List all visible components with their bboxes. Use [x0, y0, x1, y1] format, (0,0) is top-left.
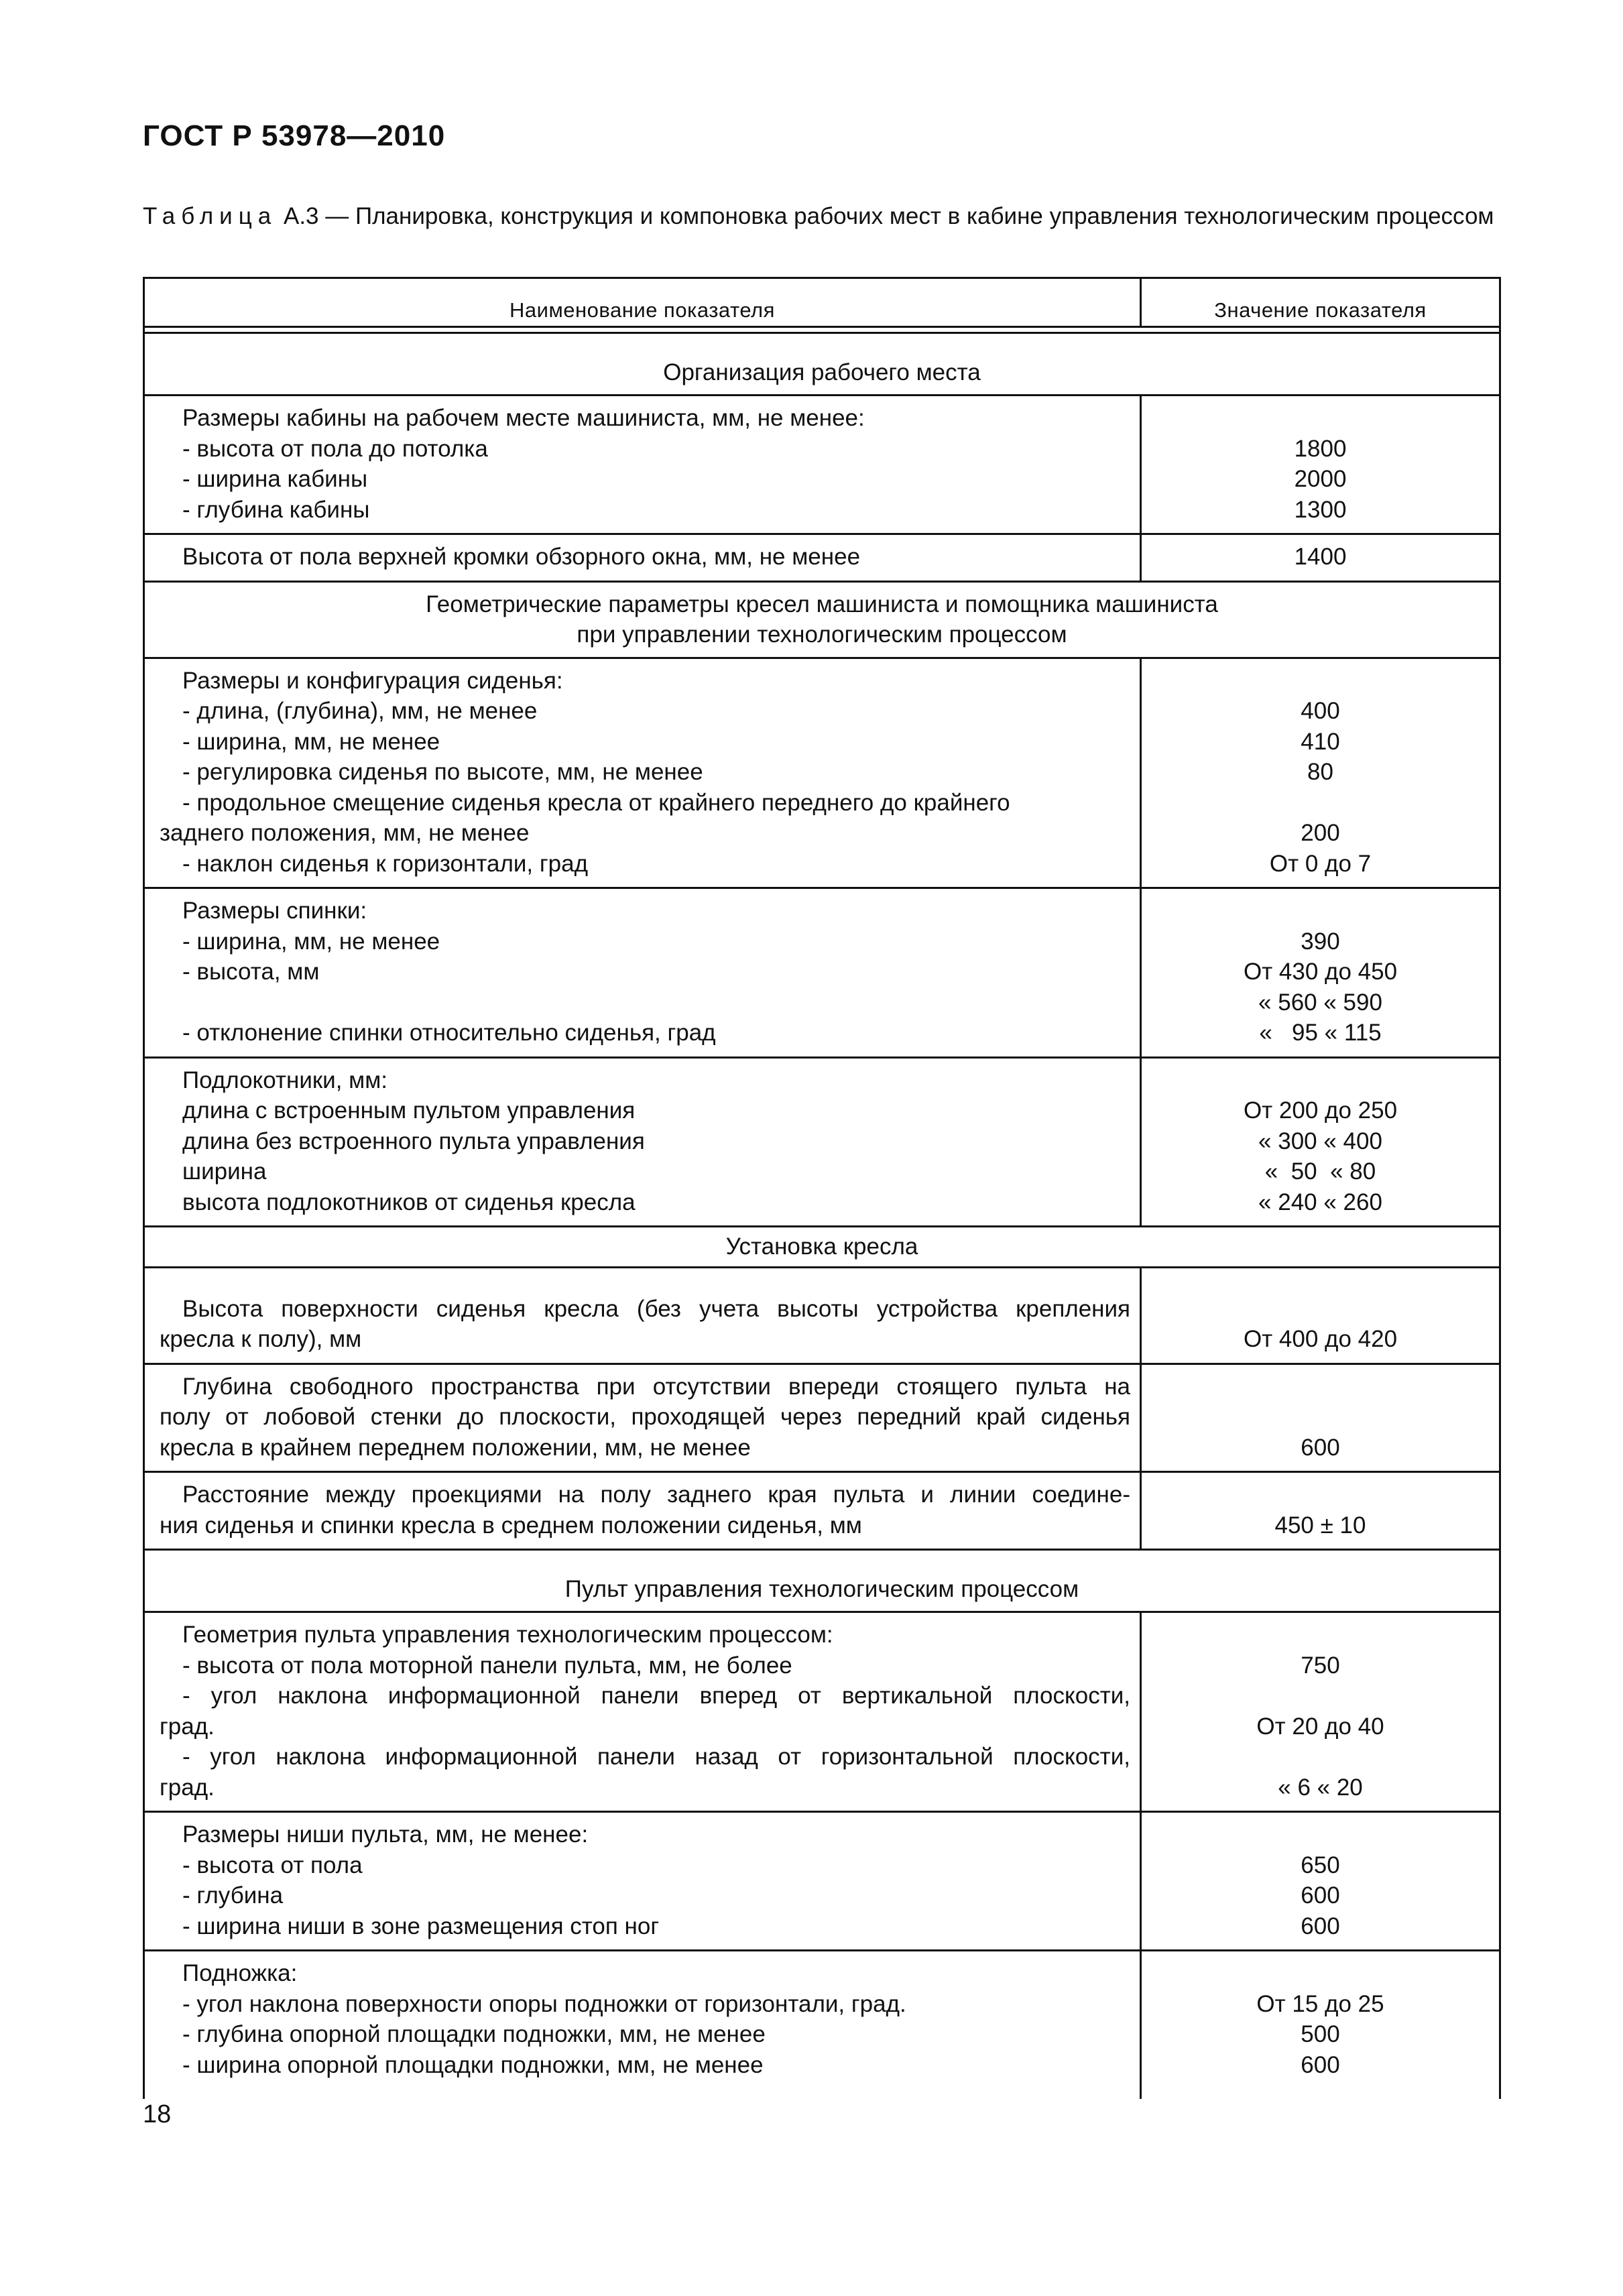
- row-value: [1147, 1742, 1494, 1772]
- row-value: 750: [1301, 1652, 1340, 1679]
- row-text: - наклон сиденья к горизонтали, град: [182, 850, 588, 877]
- row-text: - высота от пола до потолка: [182, 435, 488, 462]
- data-table: [143, 277, 1501, 2099]
- row-text: - высота от пола моторной панели пульта, мм, не более: [182, 1652, 792, 1679]
- row-value: От 400 до 420: [1243, 1326, 1398, 1352]
- row-text: Расстояние между проекциями на полу заднего края пульта и линии соедине-: [182, 1482, 1130, 1508]
- table-caption: [143, 201, 1498, 232]
- row-value-cell: [1141, 888, 1500, 1058]
- row-text: - глубина: [182, 1882, 284, 1909]
- row-value-cell: [1141, 534, 1500, 582]
- table-row: [144, 1057, 1500, 1227]
- row-text: - отклонение спинки относительно сиденья, град: [182, 1020, 716, 1046]
- row-text: Размеры спинки:: [182, 898, 367, 924]
- row-spacer: [160, 1275, 1130, 1294]
- table-row: [144, 1472, 1500, 1550]
- row-value: 410: [1301, 728, 1340, 755]
- row-text: - регулировка сиденья по высоте, мм, не менее: [182, 759, 703, 785]
- row-value: 450 ± 10: [1274, 1512, 1366, 1538]
- row-value: 500: [1301, 2021, 1340, 2047]
- row-text: высота подлокотников от сиденья кресла: [182, 1189, 636, 1215]
- section-title: Геометрические параметры кресел машиниста и помощника машиниста: [426, 591, 1218, 617]
- section-row: [144, 1550, 1500, 1612]
- row-value: [1147, 1681, 1494, 1711]
- row-text: - угол наклона информационной панели вперед от вертикальной плоскости,: [182, 1683, 1130, 1709]
- table-row: [144, 534, 1500, 582]
- row-value: 400: [1301, 698, 1340, 724]
- row-text: - продольное смещение сиденья кресла от крайнего переднего до крайнего: [182, 789, 1010, 816]
- row-value-cell: [1141, 1951, 1500, 2100]
- row-text: заднего положения, мм, не менее: [160, 820, 530, 846]
- row-value: « 300 « 400: [1258, 1128, 1382, 1154]
- row-value: 600: [1301, 1913, 1340, 1939]
- row-text: - глубина опорной площадки подножки, мм, не менее: [182, 2021, 766, 2047]
- row-value: « 6 « 20: [1278, 1774, 1363, 1801]
- row-text: кресла к полу), мм: [160, 1326, 362, 1352]
- row-text: Размеры и конфигурация сиденья:: [182, 667, 563, 694]
- row-name-cell: [144, 1057, 1141, 1227]
- row-text: Подлокотники, мм:: [182, 1067, 388, 1093]
- table-row: [144, 1951, 1500, 2100]
- row-text: длина без встроенного пульта управления: [182, 1128, 645, 1154]
- section-workplace: Организация рабочего места: [144, 333, 1500, 396]
- row-value: 200: [1301, 820, 1340, 846]
- row-value: От 200 до 250: [1243, 1097, 1398, 1124]
- row-name-cell: [144, 1812, 1141, 1951]
- row-value-cell: [1141, 1812, 1500, 1951]
- row-value-cell: [1141, 396, 1500, 534]
- row-name-cell: [144, 888, 1141, 1058]
- table-caption-text: — Планировка, конструкция и компоновка рабочих мест в кабине управления технологическим процессом: [318, 203, 1494, 229]
- row-value: 2000: [1294, 466, 1347, 492]
- row-text: [160, 987, 1130, 1018]
- row-name-cell: [144, 1472, 1141, 1550]
- row-value: 1400: [1294, 544, 1347, 570]
- table-header-row: [144, 278, 1500, 327]
- row-text: длина с встроенным пультом управления: [182, 1097, 636, 1124]
- row-text: Геометрия пульта управления технологическим процессом:: [182, 1622, 833, 1648]
- row-value: От 430 до 450: [1243, 959, 1398, 985]
- document-header: ГОСТ Р 53978—2010: [143, 119, 446, 152]
- row-name-cell: [144, 396, 1141, 534]
- row-name-cell: [144, 1267, 1141, 1364]
- row-value-cell: [1141, 1364, 1500, 1472]
- section-row: [144, 333, 1500, 396]
- row-text: - длина, (глубина), мм, не менее: [182, 698, 538, 724]
- row-value: 390: [1301, 928, 1340, 955]
- table-row: [144, 1267, 1500, 1364]
- section-seat-geometry: [144, 581, 1500, 658]
- row-value-cell: [1141, 1057, 1500, 1227]
- table-row: [144, 396, 1500, 534]
- row-value-cell: [1141, 1612, 1500, 1812]
- row-text: - ширина ниши в зоне размещения стоп ног: [182, 1913, 660, 1939]
- section-row: [144, 581, 1500, 658]
- table-row: [144, 1364, 1500, 1472]
- header-separator: [144, 327, 1500, 333]
- table-row: [144, 658, 1500, 888]
- row-text: град.: [160, 1713, 215, 1740]
- section-title: при управлении технологическим процессом: [577, 621, 1067, 648]
- row-value: [1147, 788, 1494, 819]
- section-control-panel: Пульт управления технологическим процессом: [144, 1550, 1500, 1612]
- row-text: - угол наклона поверхности опоры подножки от горизонтали, град.: [182, 1990, 906, 2017]
- row-text: кресла в крайнем переднем положении, мм, не менее: [160, 1434, 751, 1461]
- table-row: [144, 1612, 1500, 1812]
- row-text: Высота поверхности сиденья кресла (без учета высоты устройства крепления: [182, 1295, 1130, 1322]
- row-value: [1147, 1620, 1494, 1650]
- row-text: - ширина кабины: [182, 466, 368, 492]
- row-value-cell: [1141, 1472, 1500, 1550]
- row-value-cell: [1141, 1267, 1500, 1364]
- row-value: 1300: [1294, 496, 1347, 523]
- row-text: - ширина, мм, не менее: [182, 728, 440, 755]
- row-text: - ширина опорной площадки подножки, мм, не менее: [182, 2051, 764, 2078]
- table-row: [144, 888, 1500, 1058]
- row-value: От 15 до 25: [1256, 1990, 1384, 2017]
- column-header-value: Значение показателя: [1141, 278, 1500, 327]
- row-text: полу от лобовой стенки до плоскости, проходящей через передний край сиденья: [160, 1404, 1130, 1430]
- row-text: град.: [160, 1774, 215, 1801]
- row-value: « 50 « 80: [1264, 1158, 1376, 1185]
- row-text: Размеры ниши пульта, мм, не менее:: [182, 1821, 589, 1848]
- row-value: 650: [1301, 1852, 1340, 1878]
- row-value: От 20 до 40: [1256, 1713, 1384, 1740]
- row-name-cell: [144, 534, 1141, 582]
- row-name-cell: [144, 1364, 1141, 1472]
- row-value: 80: [1307, 759, 1333, 785]
- table-caption-label: Таблица: [143, 203, 278, 229]
- row-text: - глубина кабины: [182, 496, 370, 523]
- table-caption-number: А.3: [283, 203, 319, 229]
- column-header-name: Наименование показателя: [144, 278, 1141, 327]
- row-value: « 560 « 590: [1258, 989, 1382, 1016]
- row-value: « 240 « 260: [1258, 1189, 1382, 1215]
- section-seat-mounting: Установка кресла: [144, 1227, 1500, 1268]
- row-name-cell: [144, 1951, 1141, 2100]
- row-text: Глубина свободного пространства при отсутствии впереди стоящего пульта на: [182, 1373, 1130, 1400]
- row-value: « 95 « 115: [1259, 1020, 1382, 1046]
- row-text: - высота от пола: [182, 1852, 363, 1878]
- row-text: ния сиденья и спинки кресла в среднем положении сиденья, мм: [160, 1512, 862, 1538]
- row-value: 600: [1301, 1882, 1340, 1909]
- row-name-cell: [144, 658, 1141, 888]
- row-value: 600: [1301, 1434, 1340, 1461]
- row-value: 1800: [1294, 435, 1347, 462]
- row-text: Размеры кабины на рабочем месте машиниста, мм, не менее:: [182, 405, 865, 431]
- row-text: Высота от пола верхней кромки обзорного окна, мм, не менее: [182, 544, 861, 570]
- section-row: [144, 1227, 1500, 1268]
- row-name-cell: [144, 1612, 1141, 1812]
- row-text: - ширина, мм, не менее: [182, 928, 440, 955]
- row-value: 600: [1301, 2051, 1340, 2078]
- row-text: - угол наклона информационной панели назад от горизонтальной плоскости,: [182, 1744, 1130, 1770]
- row-text: Подножка:: [182, 1960, 298, 1986]
- row-text: ширина: [182, 1158, 267, 1185]
- page-number: 18: [143, 2100, 172, 2128]
- row-text: - высота, мм: [182, 959, 320, 985]
- row-value-cell: [1141, 658, 1500, 888]
- row-value: От 0 до 7: [1269, 850, 1372, 877]
- table-row: [144, 1812, 1500, 1951]
